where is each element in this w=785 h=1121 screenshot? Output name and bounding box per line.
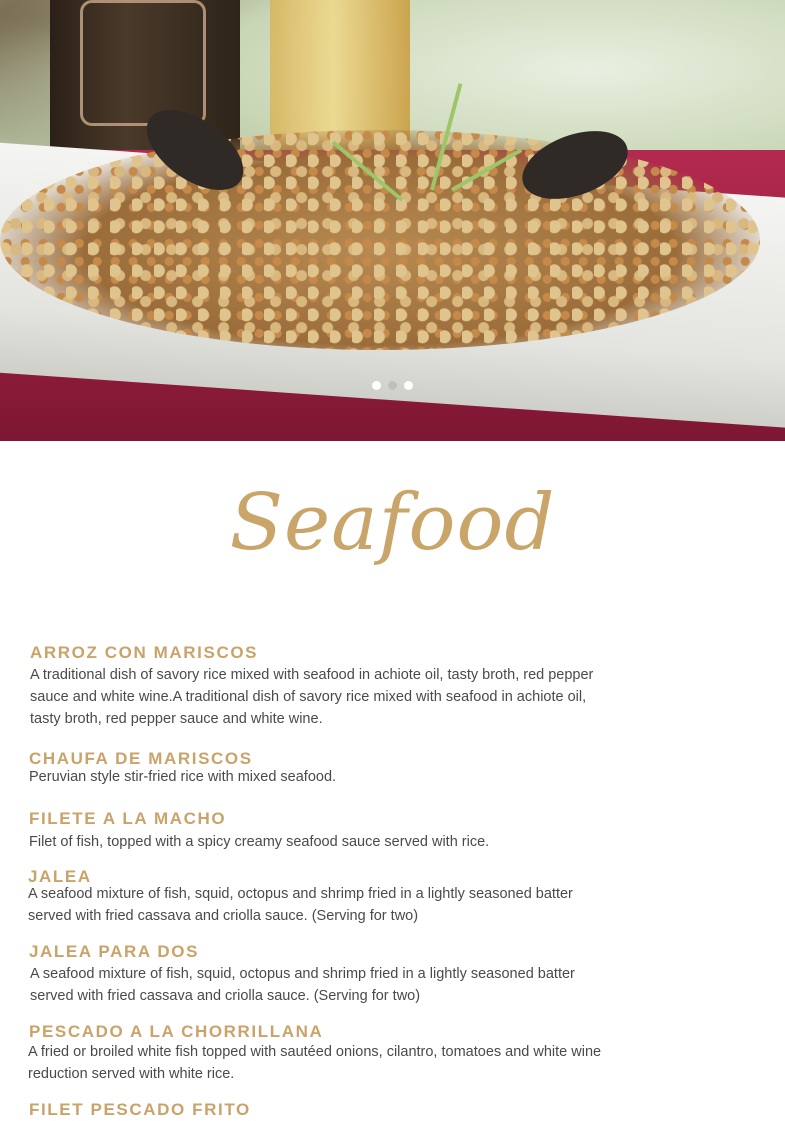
menu-item-description: A seafood mixture of fish, squid, octopus and shrimp fried in a lightly seasoned batter served with fried cassava and criolla sauce. (Serving for two) bbox=[28, 886, 573, 924]
menu-item-description: Peruvian style stir-fried rice with mixed seafood. bbox=[29, 769, 337, 785]
menu-item-name: JALEA bbox=[28, 867, 92, 886]
carousel-dot-active[interactable] bbox=[388, 381, 397, 390]
hero-food bbox=[0, 130, 760, 350]
menu-item-description: Filet of fish, topped with a spicy creamy seafood sauce served with rice. bbox=[29, 834, 490, 850]
menu-item-name: ARROZ CON MARISCOS bbox=[30, 643, 259, 662]
menu-item bbox=[29, 808, 669, 853]
menu-item-name: CHAUFA DE MARISCOS bbox=[29, 749, 253, 768]
menu-item-name: JALEA PARA DOS bbox=[29, 942, 200, 961]
menu-item-name: PESCADO A LA CHORRILLANA bbox=[29, 1022, 324, 1041]
menu-item bbox=[28, 866, 668, 927]
carousel-dots bbox=[372, 381, 413, 390]
menu-item bbox=[30, 642, 670, 730]
menu-item-name: FILET PESCADO FRITO bbox=[29, 1100, 251, 1119]
menu-item-description: A seafood mixture of fish, squid, octopus and shrimp fried in a lightly seasoned batter served with fried cassava and criolla sauce. (Serving for two) bbox=[30, 966, 575, 1004]
menu-item bbox=[29, 941, 669, 1007]
carousel-dot[interactable] bbox=[404, 381, 413, 390]
bottle-label bbox=[80, 0, 206, 126]
menu-item-description: A fried or broiled white fish topped with sautéed onions, cilantro, tomatoes and white wine reduction served with white rice. bbox=[28, 1044, 602, 1082]
hero-image bbox=[0, 0, 785, 441]
menu-item bbox=[29, 748, 669, 788]
menu-item-description: A traditional dish of savory rice mixed with seafood in achiote oil, tasty broth, red pepper sauce and white wine.A traditional dish of savory rice mixed with seafood in achiote oil, tasty broth, red pepper sauce and white wine. bbox=[30, 667, 594, 727]
menu-item-name: FILETE A LA MACHO bbox=[29, 809, 227, 828]
menu-item bbox=[29, 1099, 669, 1121]
section-title: Seafood bbox=[229, 478, 556, 568]
carousel-dot[interactable] bbox=[372, 381, 381, 390]
menu-item bbox=[29, 1021, 669, 1085]
